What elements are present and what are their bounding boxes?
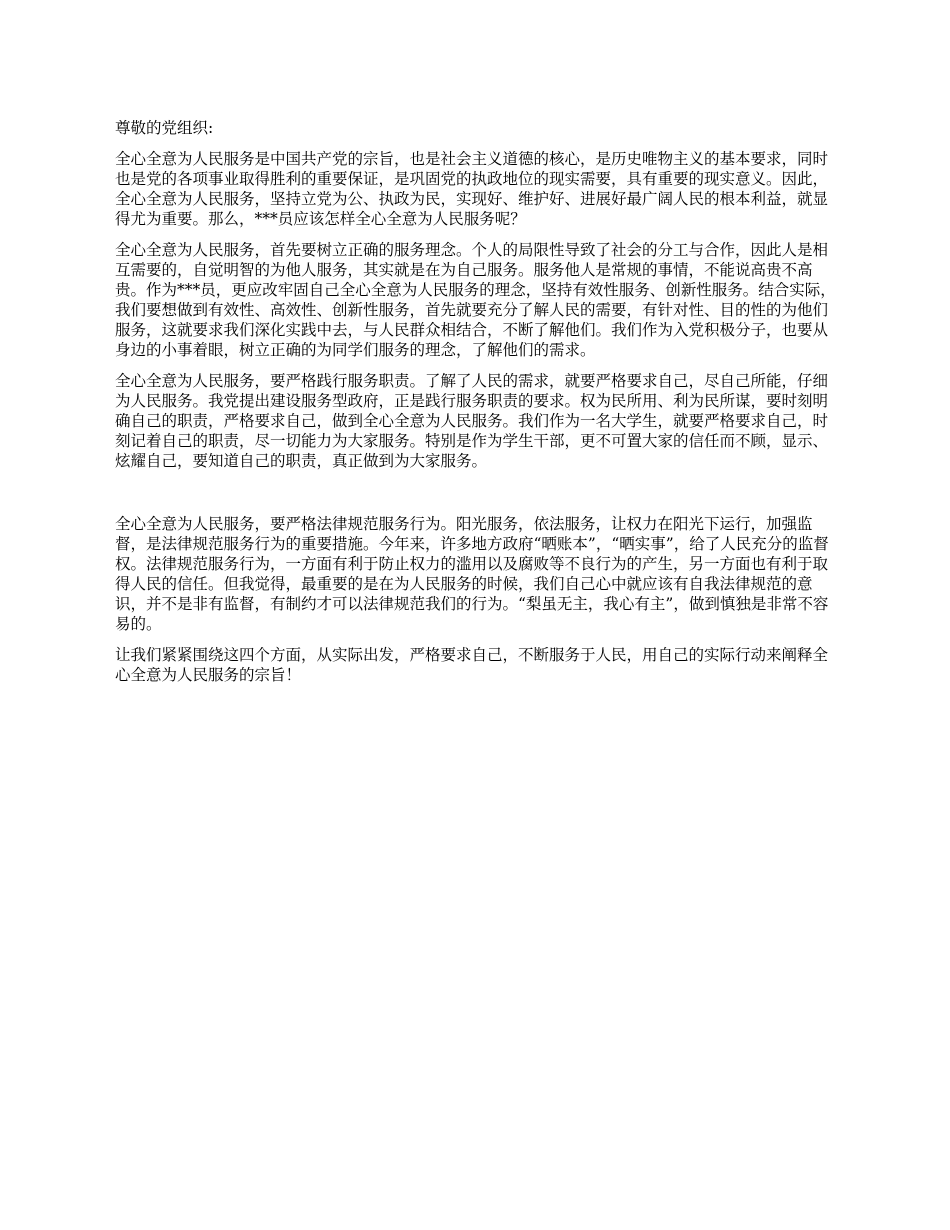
paragraph-gap [115,482,842,514]
paragraph-intro: 全心全意为人民服务是中国共产党的宗旨，也是社会主义道德的核心，是历史唯物主义的基本要求，同时也是党的各项事业取得胜利的重要保证，是巩固党的执政地位的现实需要，具有重要的现实意义。因此，全心全意为人民服务，坚持立党为公、执政为民，实现好、维护好、进展好最广阔人民的根本利益，就显得尤为重要。那么，***员应该怎样全心全意为人民服务呢？ [115,150,829,228]
paragraph-service-duty: 全心全意为人民服务，要严格践行服务职责。了解了人民的需求，就要严格要求自己，尽自己所能，仔细为人民服务。我党提出建设服务型政府，正是践行服务职责的要求。权为民所用、利为民所谋，要时刻明确自己的职责，严格要求自己，做到全心全意为人民服务。我们作为一名大学生，就要严格要求自己，时刻记着自己的职责，尽一切能力为大家服务。特别是作为学生干部，更不可置大家的信任而不顾，显示、炫耀自己，要知道自己的职责，真正做到为大家服务。 [115,372,829,470]
salutation: 尊敬的党组织: [115,119,214,137]
paragraph-conclusion: 让我们紧紧围绕这四个方面，从实际出发，严格要求自己，不断服务于人民，用自己的实际行动来阐释全心全意为人民服务的宗旨！ [115,646,829,684]
paragraph-service-concept: 全心全意为人民服务，首先要树立正确的服务理念。个人的局限性导致了社会的分工与合作，因此人是相互需要的，自觉明智的为他人服务，其实就是在为自己服务。服务他人是常规的事情，不能说高贵不高贵。作为***员，更应改牢固自己全心全意为人民服务的理念，坚持有效性服务、创新性服务。结合实际，我们要想做到有效性、高效性、创新性服务，首先就要充分了解人民的需要，有针对性、目的性的为他们服务，这就要求我们深化实践中去，与人民群众相结合，不断了解他们。我们作为入党积极分子，也要从身边的小事着眼，树立正确的为同学们服务的理念，了解他们的需求。 [115,241,836,359]
document-body [115,118,842,696]
paragraph-legal-norms: 全心全意为人民服务，要严格法律规范服务行为。阳光服务，依法服务，让权力在阳光下运行，加强监督，是法律规范服务行为的重要措施。今年来，许多地方政府“晒账本”，“晒实事”，给了人民充分的监督权。法律规范服务行为，一方面有利于防止权力的滥用以及腐败等不良行为的产生，另一方面也有利于取得人民的信任。但我觉得，最重要的是在为人民服务的时候，我们自己心中就应该有自我法律规范的意识，并不是非有监督，有制约才可以法律规范我们的行为。“梨虽无主，我心有主”，做到慎独是非常不容易的。 [115,515,829,633]
